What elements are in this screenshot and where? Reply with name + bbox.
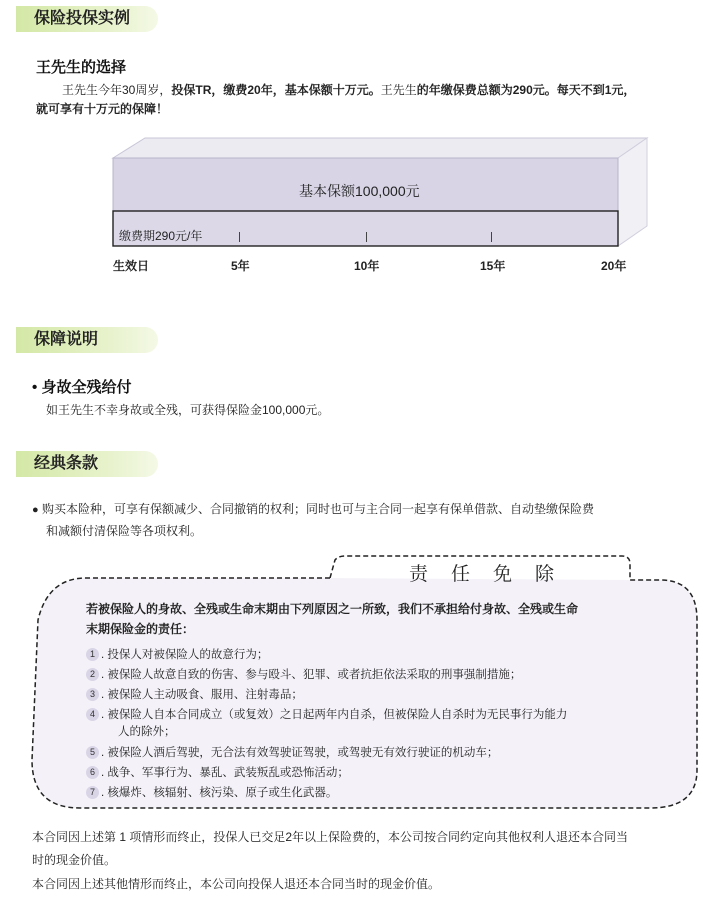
number-badge-icon: 7 [86,786,99,799]
exclusion-item-7 [86,785,337,801]
exclusion-item-text: . 战争、军事行为、暴乱、武装叛乱或恐怖活动； [101,767,349,779]
exclusion-item-3 [86,687,303,703]
exclusion-item-4 [86,707,567,723]
axis-label-5yr: 5年 [231,259,250,273]
desc-part1: 王先生今年30周岁， [62,83,172,97]
bullet-icon: • [32,379,38,396]
coverage-item-title-text: 身故全残给付 [41,379,132,396]
exclusion-item-text: . 被保险人主动吸食、服用、注射毒品； [101,689,303,701]
number-badge-icon: 1 [86,648,99,661]
basic-amount-label: 基本保额100,000元 [299,183,420,199]
exclusion-item-text: . 核爆炸、核辐射、核污染、原子或生化武器。 [101,787,338,799]
exclusion-item-5 [86,745,498,761]
axis-label-10yr: 10年 [354,259,380,273]
desc-part4: 的年缴保费总额为290元。每天不到1元， [416,83,636,97]
footer-line3: 本合同因上述其他情形而终止，本公司向投保人退还本合同当时的现金价值。 [32,877,441,891]
exclusion-item-1 [86,647,268,663]
case-title: 王先生的选择 [36,59,127,76]
exclusion-item-6 [86,765,349,781]
section-title-clauses: 经典条款 [16,451,158,477]
exclusion-item-4-cont: 人的除外； [118,726,176,738]
clauses-text-line2: 和减额付清保险等各项权利。 [46,524,203,538]
footer-line2: 时的现金价值。 [32,853,117,867]
number-badge-icon: 4 [86,708,99,721]
axis-label-start: 生效日 [113,259,150,273]
number-badge-icon: 6 [86,766,99,779]
payment-period-label: 缴费期290元/年 [119,229,203,243]
number-badge-icon: 5 [86,746,99,759]
number-badge-icon: 2 [86,668,99,681]
axis-label-20yr: 20年 [601,259,627,273]
section-title-example: 保险投保实例 [16,6,158,32]
exclusion-item-text: . 被保险人故意自致的伤害、参与殴斗、犯罪、或者抗拒依法采取的刑事强制措施； [101,669,522,681]
desc-part2: 投保TR，缴费20年，基本保额十万元。 [171,83,381,97]
clauses-text-1: 购买本险种，可享有保额减少、合同撤销的权利；同时也可与主合同一起享有保单借款、自动垫缴保险费 [42,502,595,516]
bullet-icon: ● [32,504,39,516]
coverage-item-text: 如王先生不幸身故或全残，可获得保险金100,000元。 [46,403,330,417]
footer-line1: 本合同因上述第 1 项情形而终止，投保人已交足2年以上保险费的，本公司按合同约定向其他权利人退还本合同当 [32,830,629,844]
desc-part3: 王先生 [380,83,417,97]
exclusion-item-text: . 被保险人自本合同成立（或复效）之日起两年内自杀，但被保险人自杀时为无民事行为能力 [101,709,568,721]
exclusion-intro-line2: 末期保险金的责任： [86,622,195,636]
axis-label-15yr: 15年 [480,259,506,273]
exclusion-intro-line1: 若被保险人的身故、全残或生命末期由下列原因之一所致，我们不承担给付身故、全残或生命 [86,602,579,616]
exclusion-item-2 [86,667,521,683]
exclusion-item-text: . 被保险人酒后驾驶，无合法有效驾驶证驾驶，或驾驶无有效行驶证的机动车； [101,747,499,759]
exclusion-item-text: . 投保人对被保险人的故意行为； [101,649,269,661]
number-badge-icon: 3 [86,688,99,701]
exclusion-title: 责 任 免 除 [408,564,556,585]
case-description-line2: 就可享有十万元的保障！ [36,102,169,116]
section-title-coverage: 保障说明 [16,327,158,353]
